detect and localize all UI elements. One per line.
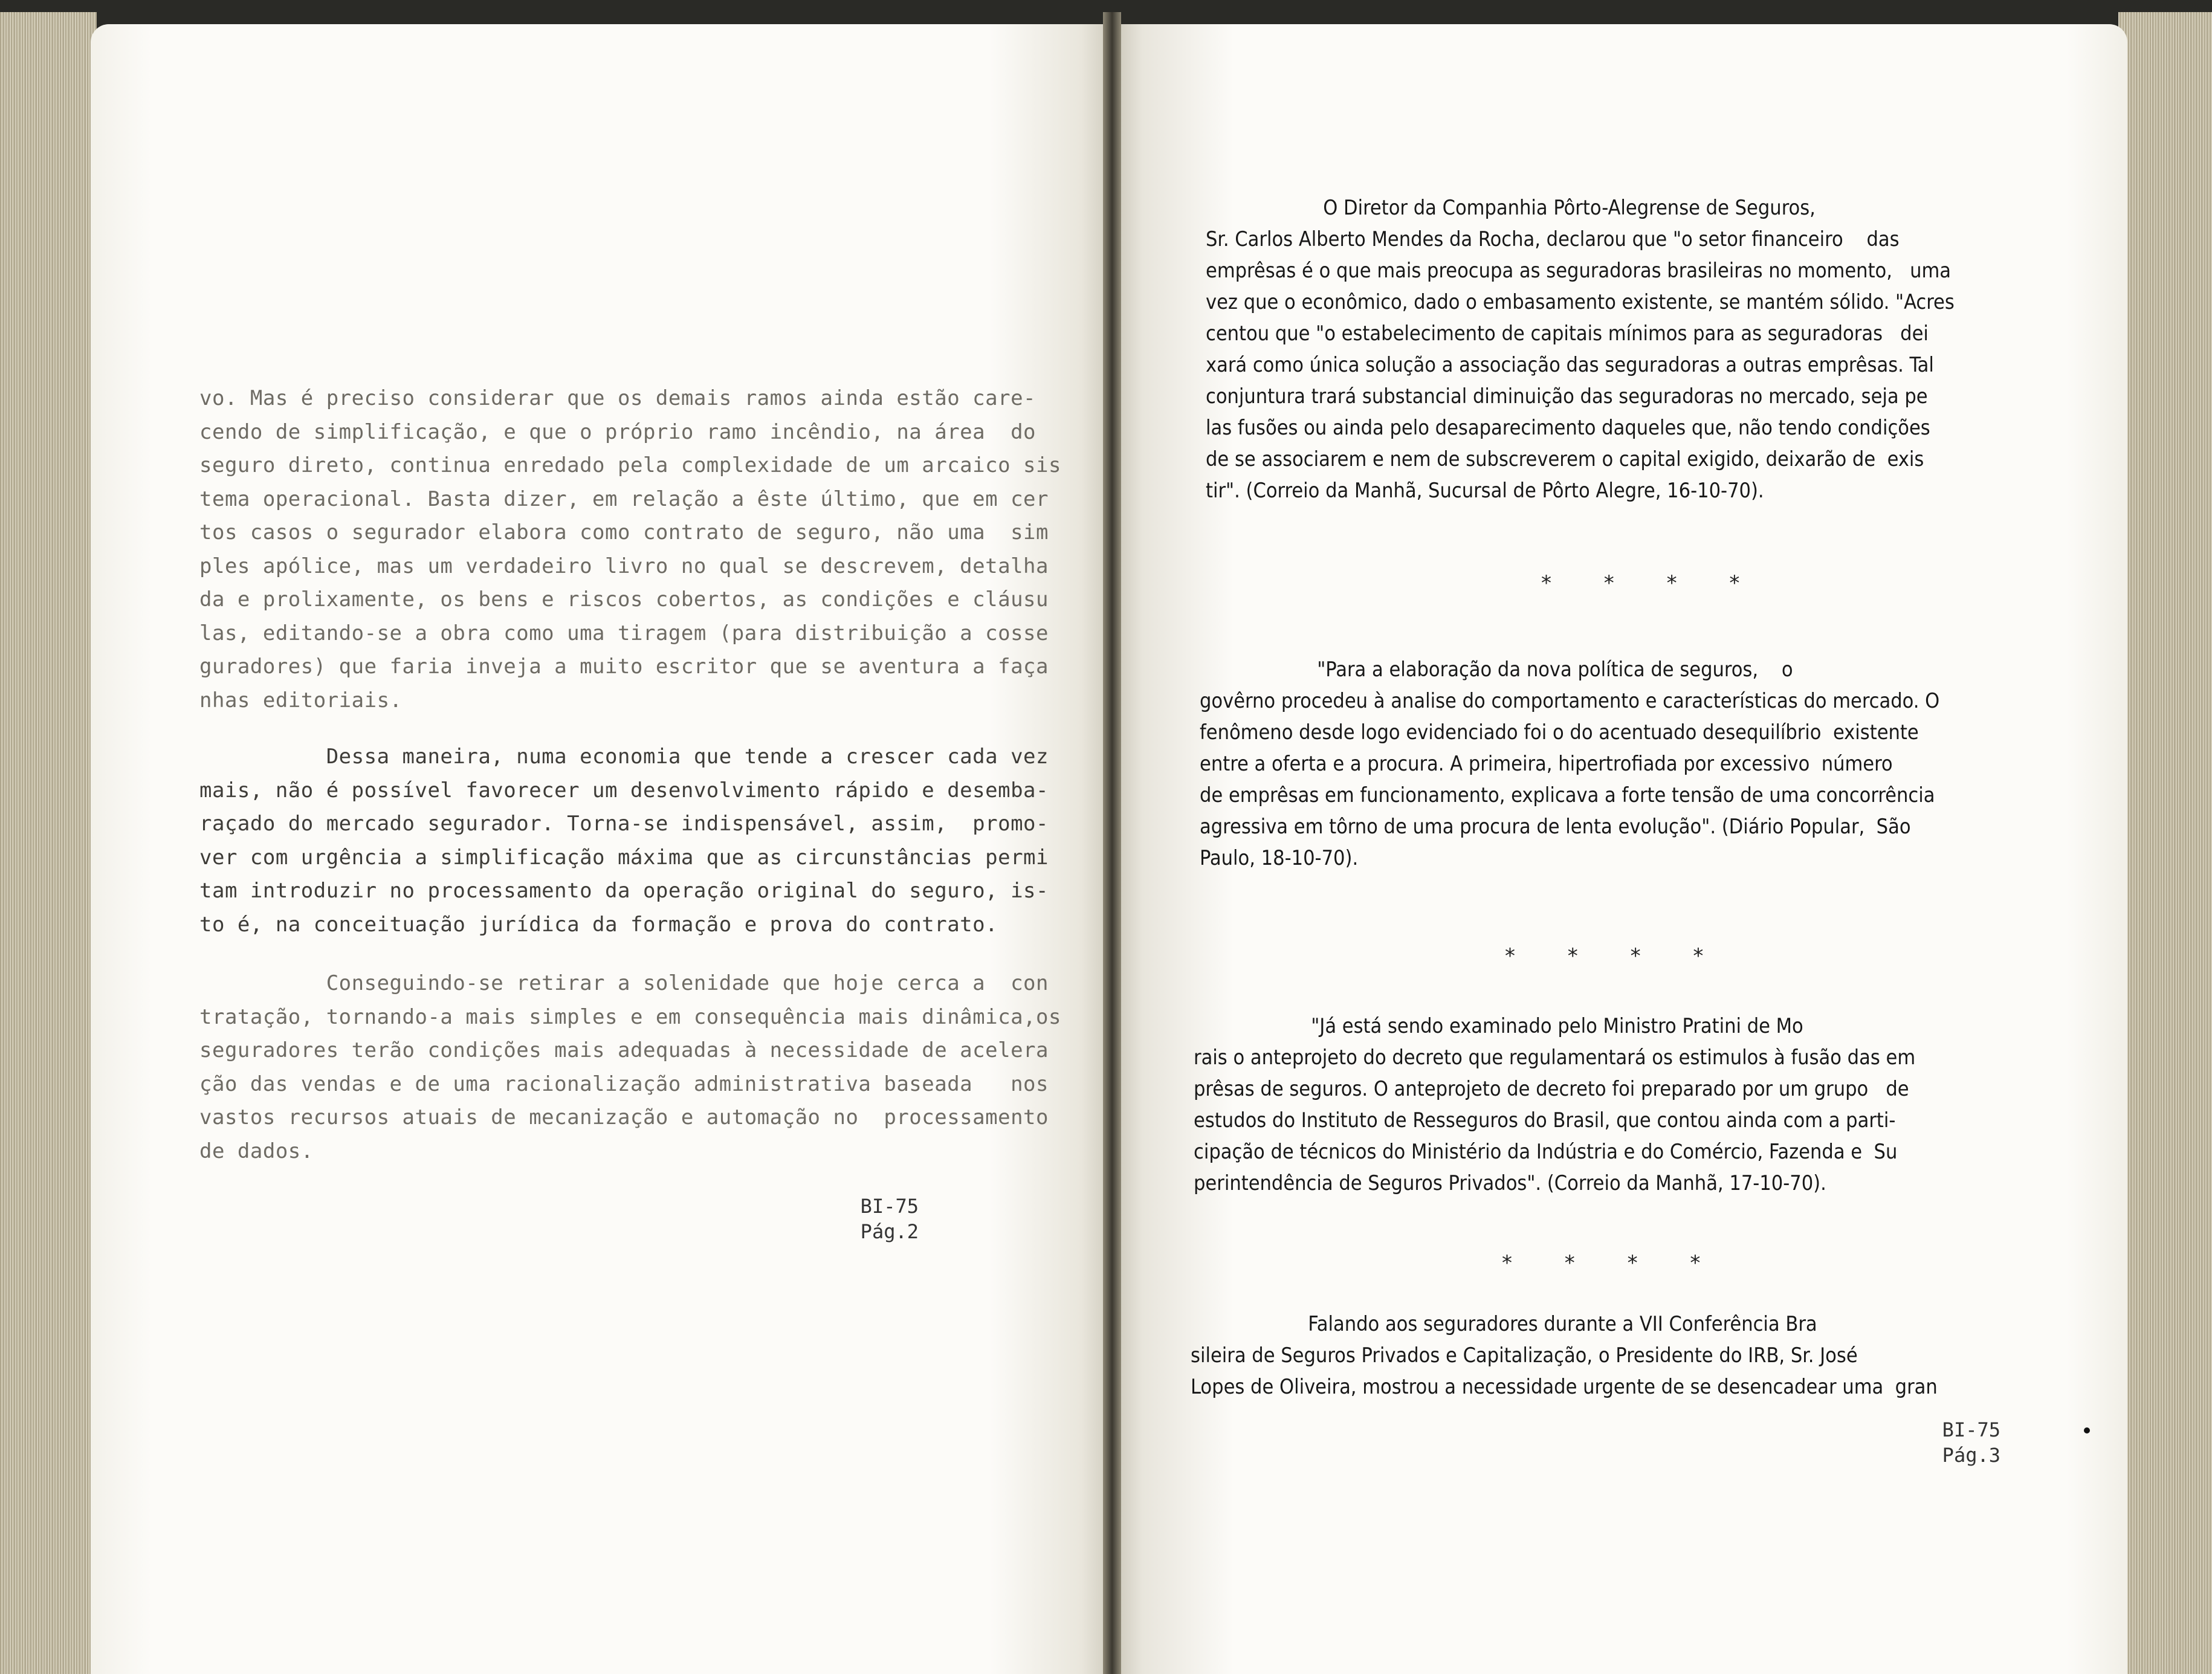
text-line: Dessa maneira, numa economia que tende a crescer cada vez [199,745,1049,769]
text-line: conjuntura trará substancial diminuição das seguradoras no mercado, seja pe [1206,384,1928,409]
text-line: rais o anteprojeto do decreto que regulamentará os estimulos à fusão das em [1194,1045,1916,1070]
right-page-label: Pág.3 [1942,1444,2000,1467]
text-line: tratação, tornando-a mais simples e em consequência mais dinâmica,os [199,1004,1061,1029]
text-line: Lopes de Oliveira, mostrou a necessidade urgente de se desencadear uma gran [1191,1375,1938,1399]
text-line: emprêsas é o que mais preocupa as seguradoras brasileiras no momento, uma [1206,259,1952,283]
text-line: estudos do Instituto de Resseguros do Brasil, que contou ainda com a parti- [1194,1108,1896,1133]
text-line: da e prolixamente, os bens e riscos cobertos, as condições e cláusu [199,587,1049,612]
text-line: "Já está sendo examinado pelo Ministro Pratini de Mo [1194,1014,1803,1038]
text-line: Conseguindo-se retirar a solenidade que hoje cerca a con [199,971,1049,995]
text-line: de dados. [199,1139,314,1163]
text-line: fenômeno desde logo evidenciado foi o do acentuado desequilíbrio existente [1200,720,1919,745]
text-line: seguradores terão condições mais adequadas à necessidade de acelera [199,1038,1049,1062]
text-line: de se associarem e nem de subscreverem o capital exigido, deixarão de exis [1206,447,1924,471]
text-line: O Diretor da Companhia Pôrto-Alegrense de Seguros, [1206,196,1816,220]
text-line: centou que "o estabelecimento de capitais mínimos para as seguradoras dei [1206,322,1929,346]
left-page-code: BI-75 [860,1195,919,1218]
text-line: sileira de Seguros Privados e Capitalização, o Presidente do IRB, Sr. José [1191,1343,1858,1368]
text-line: Falando aos seguradores durante a VII Conferência Bra [1191,1312,1817,1336]
text-line: prêsas de seguros. O anteprojeto de decreto foi preparado por um grupo de [1194,1077,1909,1101]
text-line: seguro direto, continua enredado pela complexidade de um arcaico sis [199,453,1061,477]
text-line: mais, não é possível favorecer um desenvolvimento rápido e desemba- [199,778,1049,803]
text-line: de emprêsas em funcionamento, explicava a forte tensão de uma concorrência [1200,783,1935,807]
text-line: Sr. Carlos Alberto Mendes da Rocha, declarou que "o setor financeiro das [1206,227,1900,251]
text-line: to é, na conceituação jurídica da formação e prova do contrato. [199,912,998,937]
left-page-label: Pág.2 [860,1220,919,1243]
text-line: raçado do mercado segurador. Torna-se indispensável, assim, promo- [199,812,1049,836]
text-line: vez que o econômico, dado o embasamento existente, se mantém sólido. "Acres [1206,290,1955,314]
separator-stars-1: * * * * [1541,571,1763,595]
text-line: cipação de técnicos do Ministério da Indústria e do Comércio, Fazenda e Su [1194,1140,1898,1164]
text-line: Paulo, 18-10-70). [1200,846,1359,870]
left-page-number [834,1194,919,1244]
separator-stars-3: * * * * [1502,1251,1724,1275]
text-line: "Para a elaboração da nova política de seguros, o [1200,658,1793,682]
book-gutter [1103,12,1121,1674]
text-line: tos casos o segurador elabora como contrato de seguro, não uma sim [199,520,1049,545]
text-line: perintendência de Seguros Privados". (Correio da Manhã, 17-10-70). [1194,1171,1826,1195]
text-line: ção das vendas e de uma racionalização administrativa baseada nos [199,1071,1049,1096]
text-line: las, editando-se a obra como uma tiragem (para distribuição a cosse [199,621,1049,645]
right-page-number [1916,1417,2000,1468]
text-line: cendo de simplificação, e que o próprio ramo incêndio, na área do [199,419,1036,444]
text-line: ver com urgência a simplificação máxima que as circunstâncias permi [199,845,1049,870]
text-line: nhas editoriais. [199,688,403,713]
right-page-code: BI-75 [1942,1418,2000,1441]
text-line: tema operacional. Basta dizer, em relação a êste último, que em cer [199,486,1049,511]
text-line: entre a oferta e a procura. A primeira, hipertrofiada por excessivo número [1200,752,1893,776]
text-line: vo. Mas é preciso considerar que os demais ramos ainda estão care- [199,386,1036,410]
text-line: las fusões ou ainda pelo desaparecimento daqueles que, não tendo condições [1206,416,1930,440]
separator-stars-2: * * * * [1505,944,1727,968]
ink-speck [2084,1427,2090,1433]
text-line: xará como única solução a associação das seguradoras a outras emprêsas. Tal [1206,353,1934,377]
text-line: agressiva em tôrno de uma procura de lenta evolução". (Diário Popular, São [1200,815,1911,839]
left-page-edges [0,12,97,1674]
text-line: vastos recursos atuais de mecanização e automação no processamento [199,1105,1049,1129]
right-page-edges [2118,12,2212,1674]
text-line: ples apólice, mas um verdadeiro livro no qual se descrevem, detalha [199,554,1049,578]
text-line: tam introduzir no processamento da operação original do seguro, is- [199,879,1049,903]
text-line: guradores) que faria inveja a muito escritor que se aventura a faça [199,654,1049,679]
text-line: tir". (Correio da Manhã, Sucursal de Pôrto Alegre, 16-10-70). [1206,479,1764,503]
text-line: govêrno procedeu à analise do comportamento e características do mercado. O [1200,689,1940,713]
